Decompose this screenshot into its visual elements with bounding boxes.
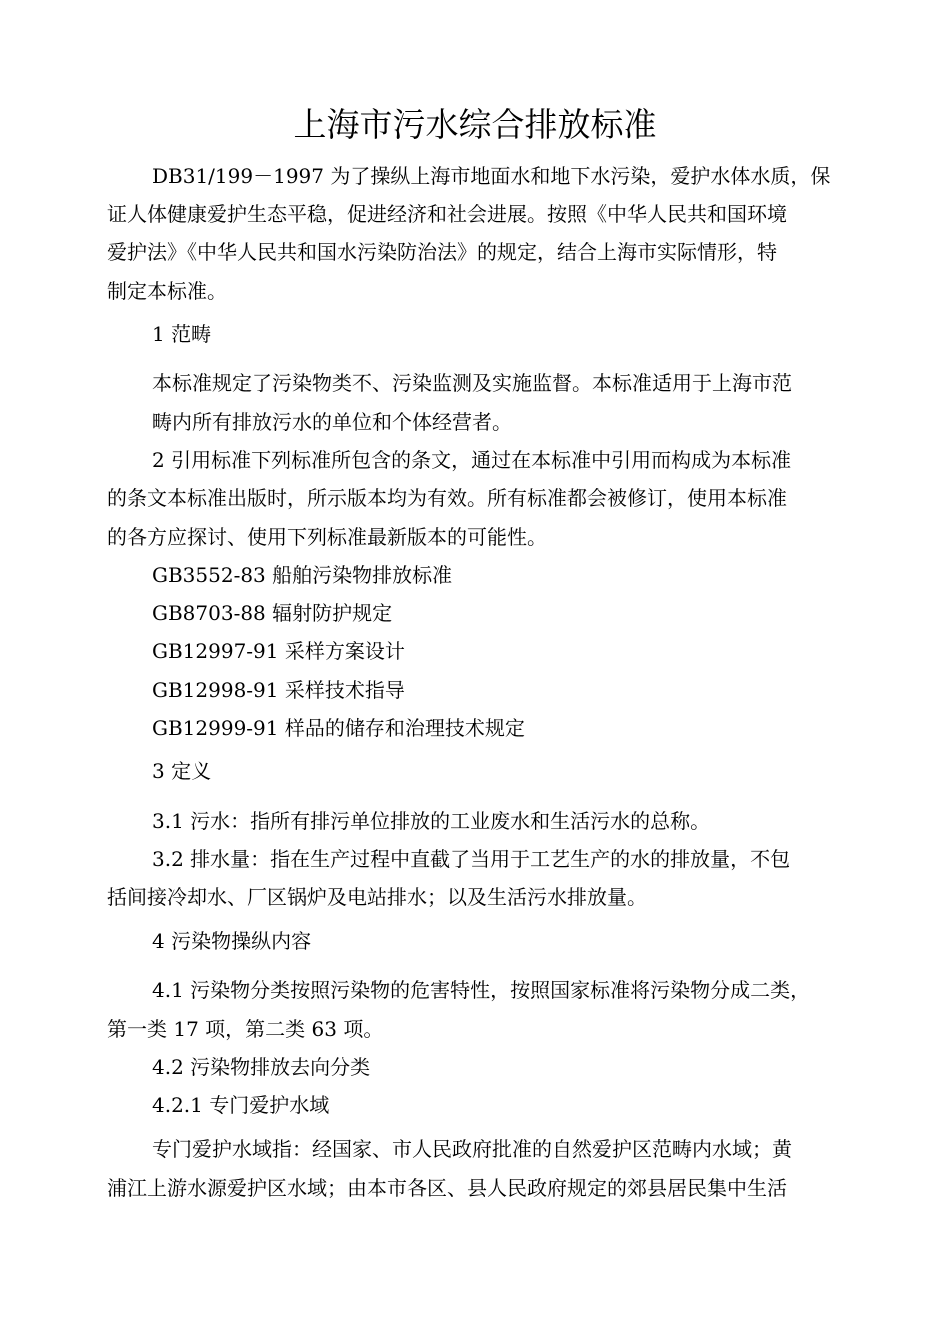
reference-item: GB12997-91 采样方案设计	[152, 639, 405, 663]
paragraph-line: 括间接冷却水、厂区锅炉及电站排水；以及生活污水排放量。	[107, 885, 647, 909]
paragraph-line: 4.1 污染物分类按照污染物的危害特性，按照国家标准将污染物分成二类，	[152, 978, 811, 1002]
paragraph-line: DB31/199－1997 为了操纵上海市地面水和地下水污染，爱护水体水质，保	[152, 164, 831, 188]
subsection-heading: 4.2.1 专门爱护水域	[152, 1093, 330, 1117]
paragraph-line: 爱护法》《中华人民共和国水污染防治法》的规定，结合上海市实际情形，特	[107, 240, 777, 264]
paragraph-line: 本标准规定了污染物类不、污染监测及实施监督。本标准适用于上海市范	[152, 371, 792, 395]
section-heading: 1 范畴	[152, 322, 212, 346]
paragraph-line: 2 引用标准下列标准所包含的条文，通过在本标准中引用而构成为本标准	[152, 448, 792, 472]
paragraph-line: 第一类 17 项，第二类 63 项。	[107, 1017, 384, 1041]
subsection-heading: 4.2 污染物排放去向分类	[152, 1055, 371, 1079]
paragraph-line: 专门爱护水域指：经国家、市人民政府批准的自然爱护区范畴内水域；黄	[152, 1137, 792, 1161]
reference-item: GB8703-88 辐射防护规定	[152, 601, 393, 625]
section-heading: 3 定义	[152, 759, 212, 783]
paragraph-line: 畴内所有排放污水的单位和个体经营者。	[152, 410, 512, 434]
reference-item: GB3552-83 船舶污染物排放标准	[152, 563, 453, 587]
paragraph-line: 的各方应探讨、使用下列标准最新版本的可能性。	[107, 525, 547, 549]
paragraph-line: 的条文本标准出版时，所示版本均为有效。所有标准都会被修订，使用本标准	[107, 486, 787, 510]
reference-item: GB12999-91 样品的储存和治理技术规定	[152, 716, 525, 740]
section-heading: 4 污染物操纵内容	[152, 929, 312, 953]
reference-item: GB12998-91 采样技术指导	[152, 678, 405, 702]
paragraph-line: 3.2 排水量：指在生产过程中直截了当用于工艺生产的水的排放量，不包	[152, 847, 791, 871]
paragraph-line: 制定本标准。	[107, 279, 227, 303]
paragraph-line: 3.1 污水：指所有排污单位排放的工业废水和生活污水的总称。	[152, 809, 711, 833]
paragraph-line: 证人体健康爱护生态平稳，促进经济和社会进展。按照《中华人民共和国环境	[107, 202, 787, 226]
paragraph-line: 浦江上游水源爱护区水域；由本市各区、县人民政府规定的郊县居民集中生活	[107, 1176, 787, 1200]
document-title: 上海市污水综合排放标准	[293, 105, 657, 144]
